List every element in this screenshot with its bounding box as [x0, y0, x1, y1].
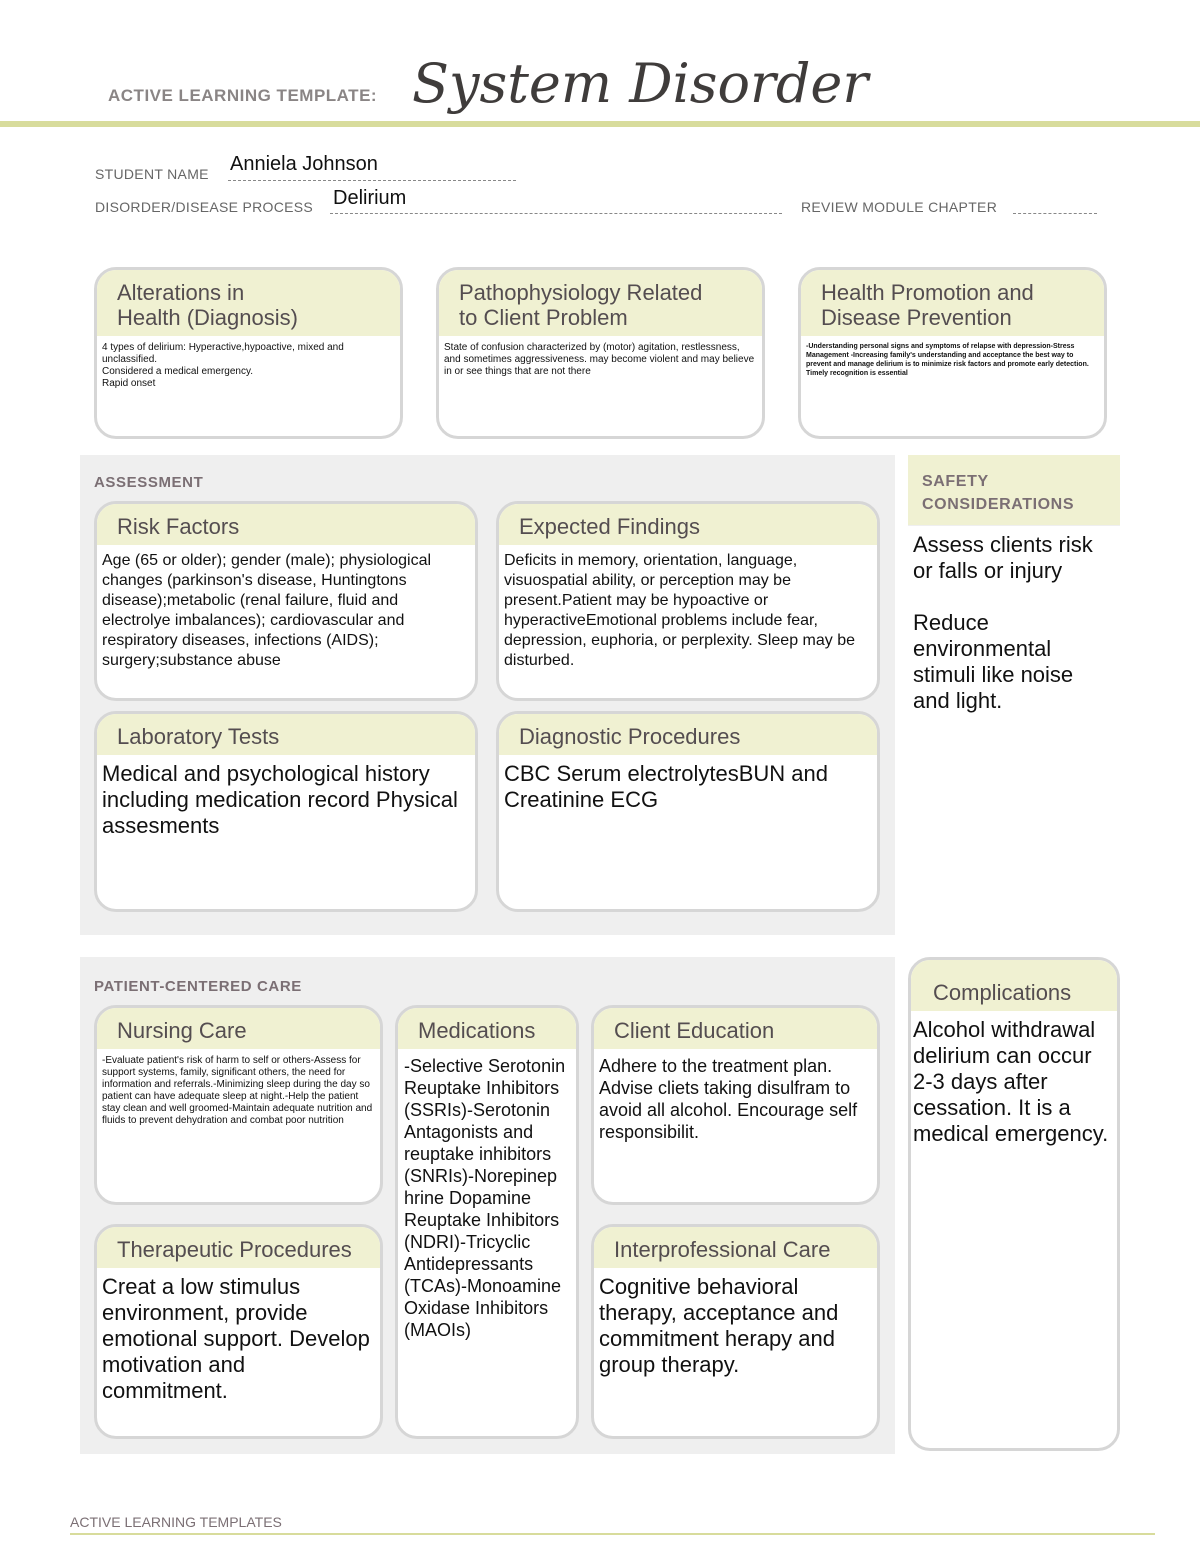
disorder-field[interactable]: Delirium — [333, 187, 407, 209]
footer-divider — [70, 1533, 1155, 1535]
assessment-heading: ASSESSMENT — [94, 474, 204, 491]
medications-text[interactable]: -Selective Serotonin Reuptake Inhibitors (SSRIs)-Serotonin Antagonists and reuptake inhibitors (SNRIs)-Norepinep hrine Dopamine Reuptake Inhibitors (NDRI)-Tricyclic Antidepressants (TCAs)-Monoamine Oxidase Inhibitors (MAOIs) — [404, 1056, 572, 1340]
interprofessional-care-text[interactable]: Cognitive behavioral therapy, acceptance and commitment herapy and group therapy. — [599, 1274, 839, 1377]
review-module-field[interactable] — [1013, 213, 1097, 214]
student-name-line — [228, 180, 516, 181]
expected-findings-title: Expected Findings — [499, 504, 877, 545]
laboratory-tests-title: Laboratory Tests — [97, 714, 475, 755]
nursing-care-title: Nursing Care — [97, 1008, 380, 1049]
header-divider — [0, 121, 1200, 127]
interprofessional-care-title: Interprofessional Care — [594, 1227, 877, 1268]
alterations-in-health-text[interactable]: 4 types of delirium: Hyperactive,hypoactive, mixed and unclassified. Considered a medical emergency. Rapid onset — [102, 342, 344, 389]
laboratory-tests-box — [94, 711, 478, 912]
patient-care-heading: PATIENT-CENTERED CARE — [94, 978, 302, 995]
complications-box — [908, 957, 1120, 1451]
risk-factors-text[interactable]: Age (65 or older); gender (male); physiological changes (parkinson's disease, Huntingtons disease);metabolic (renal failure, fluid and electrolye imbalances); cardiovascular and respiratory diseases, infections (AIDS); surgery;substance abuse — [102, 552, 432, 669]
pathophysiology-text[interactable]: State of confusion characterized by (motor) agitation, restlessness, and sometimes aggressiveness. may become violent and may believe in or see things that are not there — [444, 342, 755, 377]
interprofessional-care-box — [591, 1224, 880, 1439]
disorder-label: DISORDER/DISEASE PROCESS — [95, 199, 314, 215]
diagnostic-procedures-text[interactable]: CBC Serum electrolytesBUN and Creatinine ECG — [504, 761, 829, 812]
footer-text: ACTIVE LEARNING TEMPLATES — [70, 1514, 282, 1530]
safety-text[interactable]: Assess clients risk or falls or injury Reduce environmental stimuli like noise and light. — [913, 532, 1093, 713]
complications-title: Complications — [911, 960, 1117, 1011]
student-name-field[interactable]: Anniela Johnson — [230, 153, 378, 175]
laboratory-tests-text[interactable]: Medical and psychological history including medication record Physical assesments — [102, 761, 458, 838]
risk-factors-box — [94, 501, 478, 701]
therapeutic-procedures-text[interactable]: Creat a low stimulus environment, provide emotional support. Develop motivation and commitment. — [102, 1274, 370, 1403]
expected-findings-text[interactable]: Deficits in memory, orientation, language, visuospatial ability, or perception may be present.Patient may be hypoactive or hyperactiveEmotional problems include fear, depression, euphoria, or perplexity. Sleep may be disturbed. — [504, 552, 856, 669]
safety-heading: SAFETY CONSIDERATIONS — [922, 473, 1075, 513]
health-promotion-text[interactable]: -Understanding personal signs and symptoms of relapse with depression-Stress Management -Increasing family's understanding and acceptance the best way to prevent and manage delirium is to minimize risk factors and promote early detection. Timely recognition is essential — [806, 343, 1089, 377]
diagnostic-procedures-title: Diagnostic Procedures — [499, 714, 877, 755]
page-title: System Disorder — [412, 52, 869, 115]
diagnostic-procedures-box — [496, 711, 880, 912]
health-promotion-title: Health Promotion and Disease Prevention — [801, 270, 1104, 336]
complications-text[interactable]: Alcohol withdrawal delirium can occur 2-3 days after cessation. It is a medical emergency. — [913, 1017, 1109, 1146]
risk-factors-title: Risk Factors — [97, 504, 475, 545]
student-name-label: STUDENT NAME — [95, 166, 209, 182]
client-education-title: Client Education — [594, 1008, 877, 1049]
nursing-care-text[interactable]: -Evaluate patient's risk of harm to self or others-Assess for support systems, family, significant others, the need for information and referrals.-Minimizing sleep during the day so patient can have adequate sleep at night.-Help the patient stay clean and well groomed-Maintain adequate nutrition and fluids to prevent dehydration and combat poor nutrition — [102, 1055, 373, 1126]
therapeutic-procedures-title: Therapeutic Procedures — [97, 1227, 380, 1268]
nursing-care-box — [94, 1005, 383, 1205]
disorder-line — [330, 213, 782, 214]
pathophysiology-box — [436, 267, 765, 439]
client-education-text[interactable]: Adhere to the treatment plan. Advise cliets taking disulfram to avoid all alcohol. Encourage self responsibilit. — [599, 1056, 858, 1142]
medications-title: Medications — [398, 1008, 576, 1049]
template-label: ACTIVE LEARNING TEMPLATE: — [108, 86, 378, 105]
medications-box — [395, 1005, 579, 1439]
health-promotion-box — [798, 267, 1107, 439]
pathophysiology-title: Pathophysiology Related to Client Problem — [439, 270, 762, 336]
alterations-in-health-box — [94, 267, 403, 439]
alterations-in-health-title: Alterations in Health (Diagnosis) — [97, 270, 400, 336]
expected-findings-box — [496, 501, 880, 701]
review-module-label: REVIEW MODULE CHAPTER — [801, 199, 998, 215]
therapeutic-procedures-box — [94, 1224, 383, 1439]
client-education-box — [591, 1005, 880, 1205]
